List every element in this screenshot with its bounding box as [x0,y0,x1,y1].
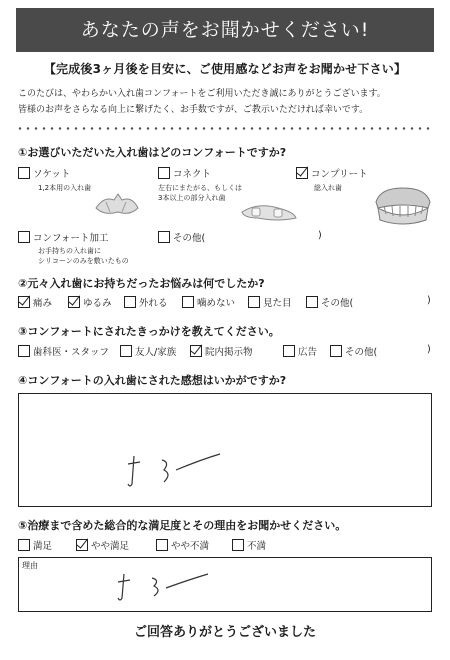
option-somewhat-dissatisfied[interactable] [156,538,209,552]
intro-line: このたびは、やわらかい入れ歯コンフォートをご利用いただき誠にありがとうございます。 [18,89,386,99]
intro-line: 皆様のお声をさらなる向上に繋げたく、お手数ですが、ご教示いただければ幸いです。 [18,105,369,115]
option-label: 広告 [298,347,318,358]
option-label: コンフォート加工 [33,233,109,244]
option-other[interactable] [158,230,205,244]
checkbox-appearance[interactable] [248,296,260,308]
option-label: 痛み [33,298,53,309]
socket-denture-illustration [92,190,142,220]
subtitle: 【完成後3ヶ月後を目安に、ご使用感などお声をお聞かせ下さい】 [43,62,407,76]
option-somewhat-satisfied[interactable] [76,538,129,552]
checkbox-advertisement[interactable] [283,345,295,357]
paren-close: ) [318,230,322,241]
option-note [38,246,129,266]
checkbox-other[interactable] [306,296,318,308]
option-label: その他( [345,347,378,358]
checkbox-socket[interactable] [18,167,30,179]
question-4: ④コンフォートの入れ歯にされた感想はいかがですか? [18,374,287,387]
option-other[interactable] [306,295,353,309]
option-comfort-processing[interactable] [18,230,109,244]
option-connect[interactable] [158,166,211,180]
option-label: やや満足 [91,541,130,552]
option-label: その他( [173,233,206,244]
checkbox-satisfied[interactable] [18,539,30,551]
option-loose[interactable] [68,295,112,309]
checkbox-in-clinic-poster[interactable] [190,345,202,357]
checkbox-comfort-processing[interactable] [18,231,30,243]
option-dissatisfied[interactable] [232,538,266,552]
option-label: やや不満 [171,541,210,552]
handwritten-scribble [120,450,230,490]
paren-close: ) [427,344,431,355]
option-falls-out[interactable] [124,295,168,309]
option-in-clinic-poster[interactable] [190,344,253,358]
option-cannot-chew[interactable] [182,295,235,309]
option-label: コンプリート [311,169,368,180]
question-5: ⑤治療まで含めた総合的な満足度とその理由をお聞かせください。 [18,519,347,532]
connect-denture-illustration [238,198,300,224]
closing-message: ご回答ありがとうございました [133,625,316,640]
checkbox-cannot-chew[interactable] [182,296,194,308]
option-label: 見た目 [263,298,292,309]
checkbox-somewhat-satisfied[interactable] [76,539,88,551]
option-note-line: お手持ちの入れ歯に [38,247,101,255]
option-label: ゆるみ [83,298,112,309]
option-label: コネクト [173,169,212,180]
question-2: ②元々入れ歯にお持ちだったお悩みは何でしたか? [18,277,265,290]
checkbox-falls-out[interactable] [124,296,136,308]
option-note: 1,2本用の入れ歯 [38,184,92,192]
checkbox-connect[interactable] [158,167,170,179]
option-note-line: 3本以上の部分入れ歯 [158,194,226,202]
option-label: その他( [321,298,354,309]
option-label: 不満 [247,541,267,552]
option-note [158,183,242,203]
checkbox-loose[interactable] [68,296,80,308]
option-complete[interactable] [296,166,368,180]
question-3: ③コンフォートにされたきっかけを教えてください。 [18,325,280,338]
dotted-divider [16,127,434,130]
checkbox-complete[interactable] [296,167,308,179]
option-socket[interactable] [18,166,70,180]
option-note-line: シリコーンのみを敷いたもの [38,257,129,265]
option-advertisement[interactable] [283,344,317,358]
checkbox-dentist-staff[interactable] [18,345,30,357]
option-friend-family[interactable] [120,344,176,358]
paren-close: ) [427,295,431,306]
option-satisfied[interactable] [18,538,52,552]
question-1: ①お選びいただいた入れ歯はどのコンフォートですか? [18,146,287,159]
checkbox-other[interactable] [330,345,342,357]
checkbox-somewhat-dissatisfied[interactable] [156,539,168,551]
checkbox-dissatisfied[interactable] [232,539,244,551]
option-pain[interactable] [18,295,52,309]
checkbox-other[interactable] [158,231,170,243]
option-label: 友人/家族 [135,347,177,358]
reason-label: 理由 [22,561,38,570]
option-dentist-staff[interactable] [18,344,109,358]
complete-denture-illustration [370,184,436,226]
option-label: 歯科医・スタッフ [33,347,110,358]
title-banner: あなたの声をお聞かせください! [16,8,434,52]
option-label: 院内掲示物 [205,347,253,358]
option-other[interactable] [330,344,377,358]
option-label: ソケット [33,169,71,180]
handwritten-scribble [110,570,220,604]
reason-answer-box[interactable] [18,557,432,612]
intro-text [18,86,438,118]
option-note: 総入れ歯 [314,184,342,192]
option-label: 噛めない [197,298,236,309]
checkbox-friend-family[interactable] [120,345,132,357]
option-appearance[interactable] [248,295,292,309]
option-label: 満足 [33,541,53,552]
checkbox-pain[interactable] [18,296,30,308]
option-note-line: 左右にまたがる、もしくは [158,184,242,192]
option-label: 外れる [139,298,168,309]
